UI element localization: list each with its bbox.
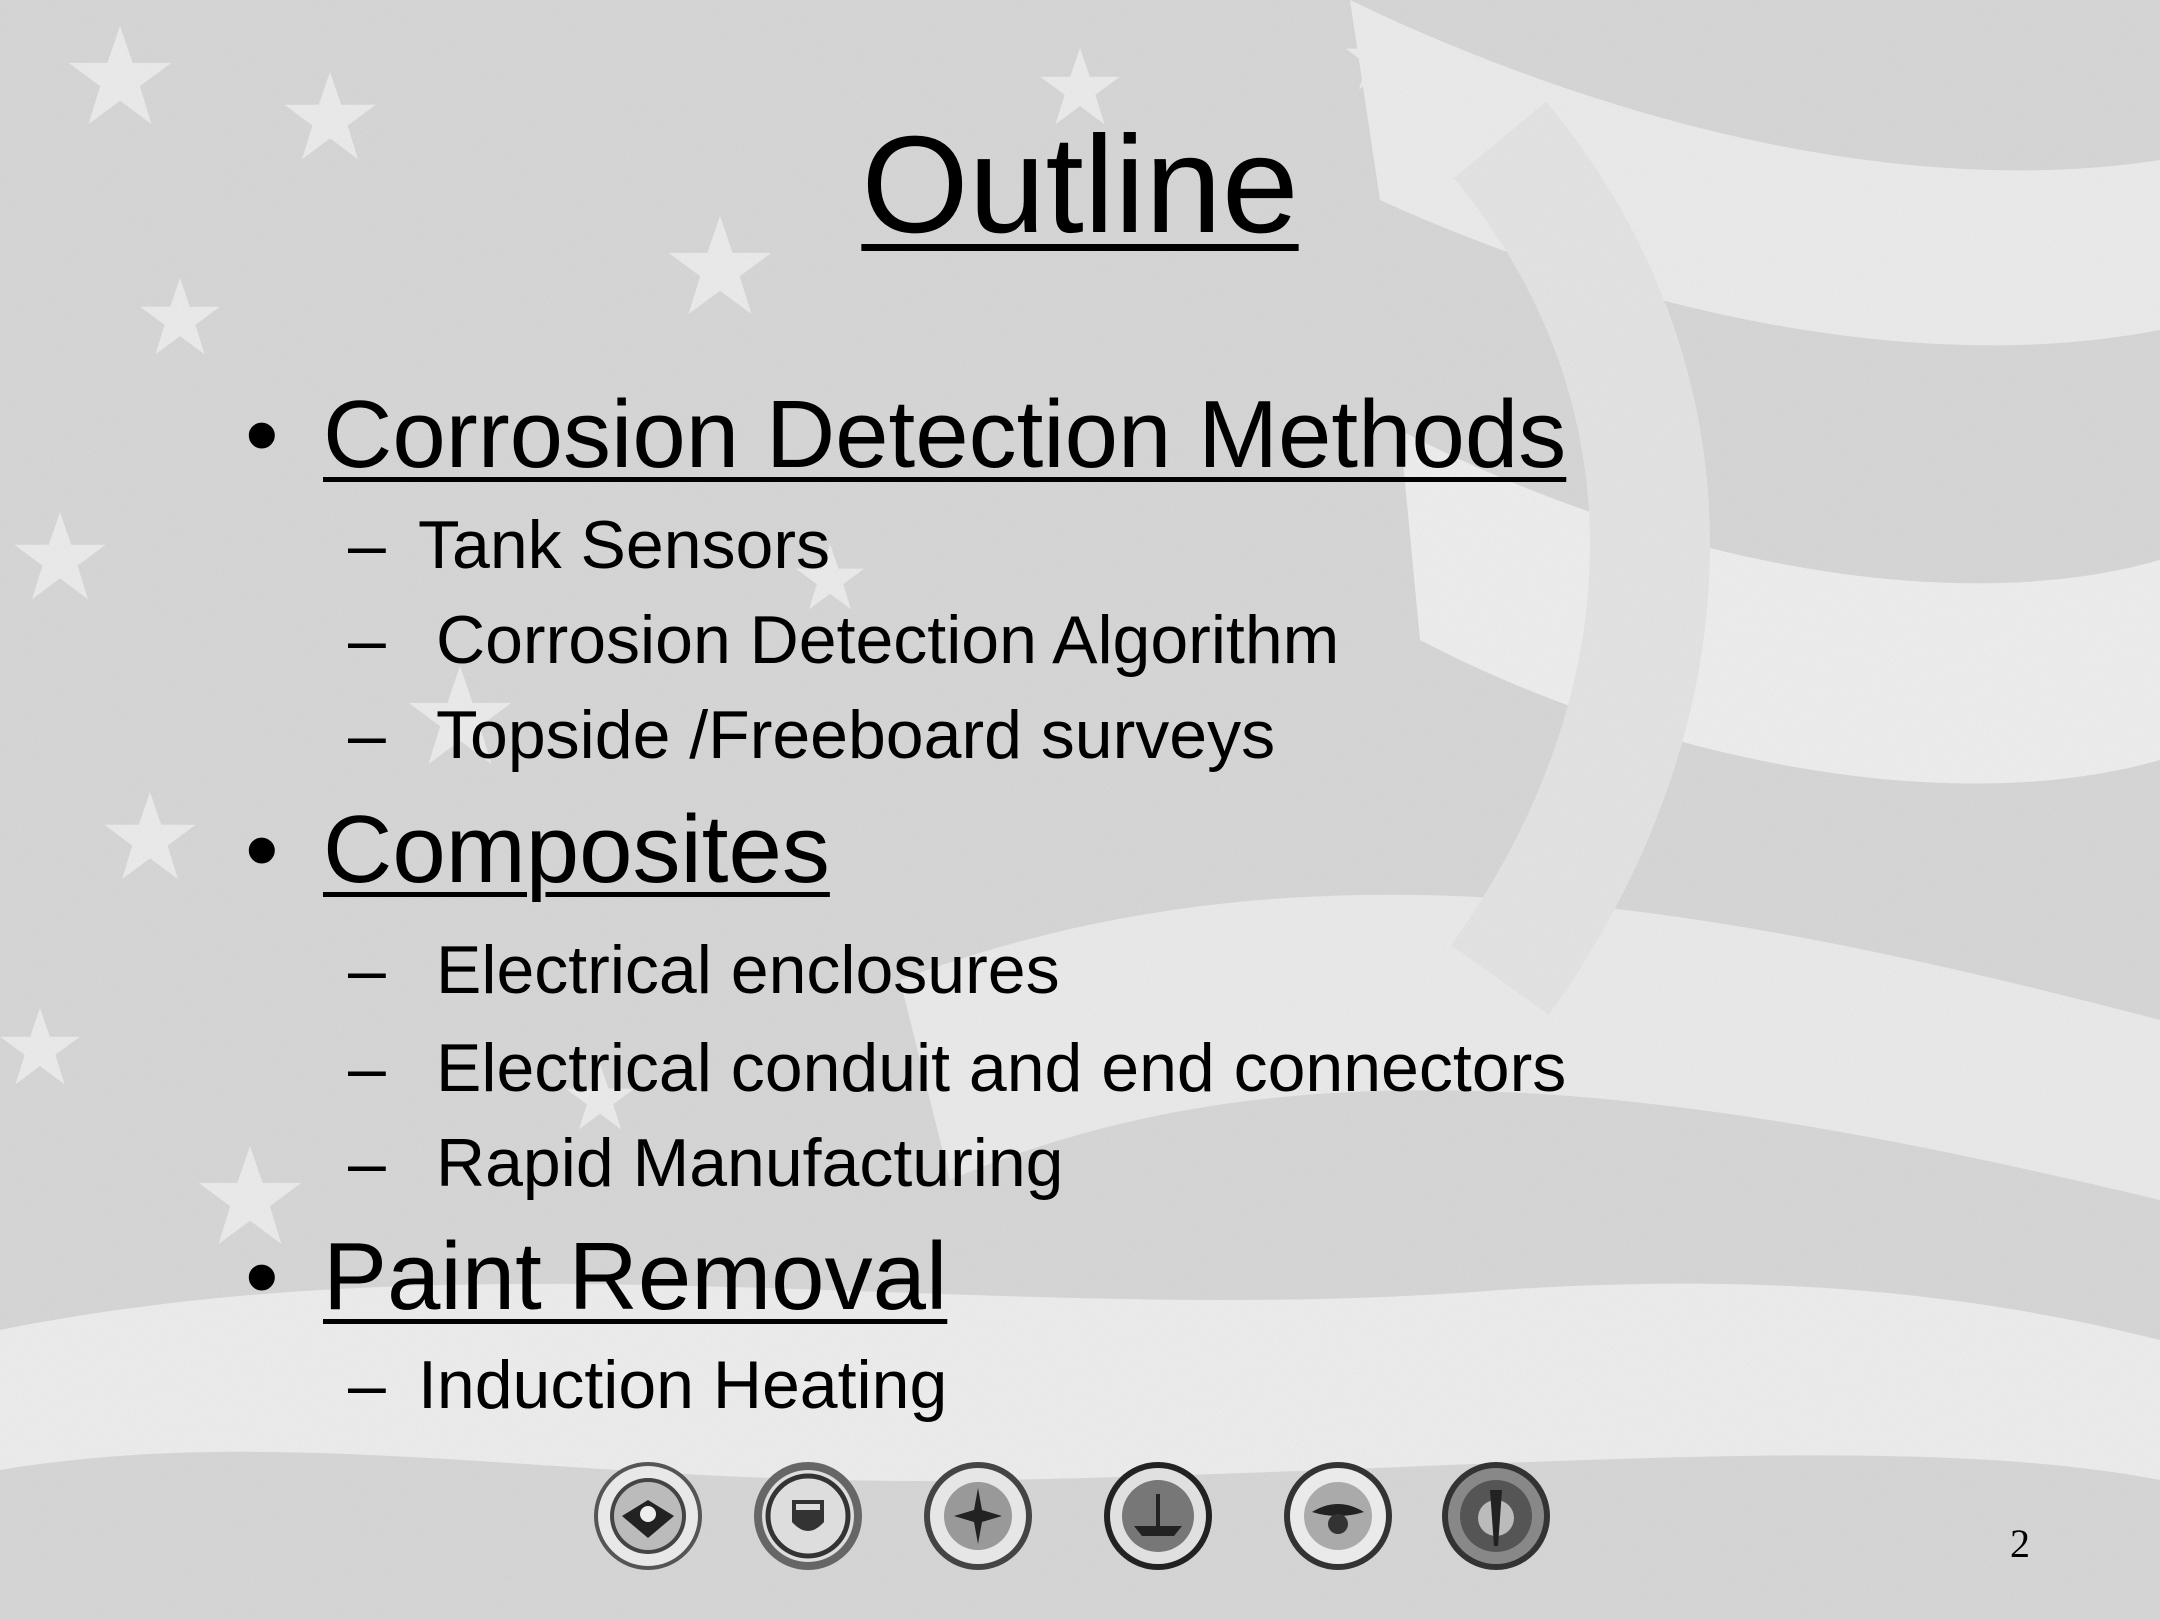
bullet-icon: • [245,796,279,903]
sub-item [348,505,830,585]
bullet-heading: Corrosion Detection Methods [323,381,1567,488]
department-seals-row [592,1460,1552,1575]
joint-chiefs-of-staff-seal-icon [752,1460,864,1572]
bullet-composites [245,795,830,905]
sub-item [348,695,1275,775]
bullet-heading: Paint Removal [323,1223,948,1330]
dash-icon: – [348,697,386,773]
department-of-the-navy-seal-icon [1102,1460,1214,1572]
bullet-heading: Composites [323,796,830,903]
sub-item [348,1028,1566,1108]
sub-item [348,600,1339,680]
bullet-corrosion-detection-methods [245,380,1566,490]
department-of-defense-seal-icon [592,1460,704,1572]
bullet-icon: • [245,381,279,488]
sub-item-text: Rapid Manufacturing [436,1125,1064,1201]
sub-item [348,1345,947,1425]
sub-item-text: Induction Heating [418,1347,948,1423]
department-of-the-army-seal-icon [922,1460,1034,1572]
bullet-icon: • [245,1223,279,1330]
dash-icon: – [348,1125,386,1201]
sub-item-text: Tank Sensors [418,507,830,583]
sub-item-text: Electrical conduit and end connectors [436,1030,1567,1106]
sub-item-text: Electrical enclosures [436,932,1060,1008]
dash-icon: – [348,932,386,1008]
united-states-marine-corps-seal-icon [1440,1460,1552,1572]
dash-icon: – [348,602,386,678]
dash-icon: – [348,1030,386,1106]
page-number: 2 [2010,1521,2030,1566]
sub-item [348,1123,1063,1203]
sub-item-text: Corrosion Detection Algorithm [436,602,1340,678]
slide-title: Outline [861,108,1299,262]
dash-icon: – [348,507,386,583]
dash-icon: – [348,1347,386,1423]
department-of-the-air-force-seal-icon [1282,1460,1394,1572]
sub-item [348,930,1060,1010]
sub-item-text: Topside /Freeboard surveys [436,697,1276,773]
bullet-paint-removal [245,1222,947,1332]
